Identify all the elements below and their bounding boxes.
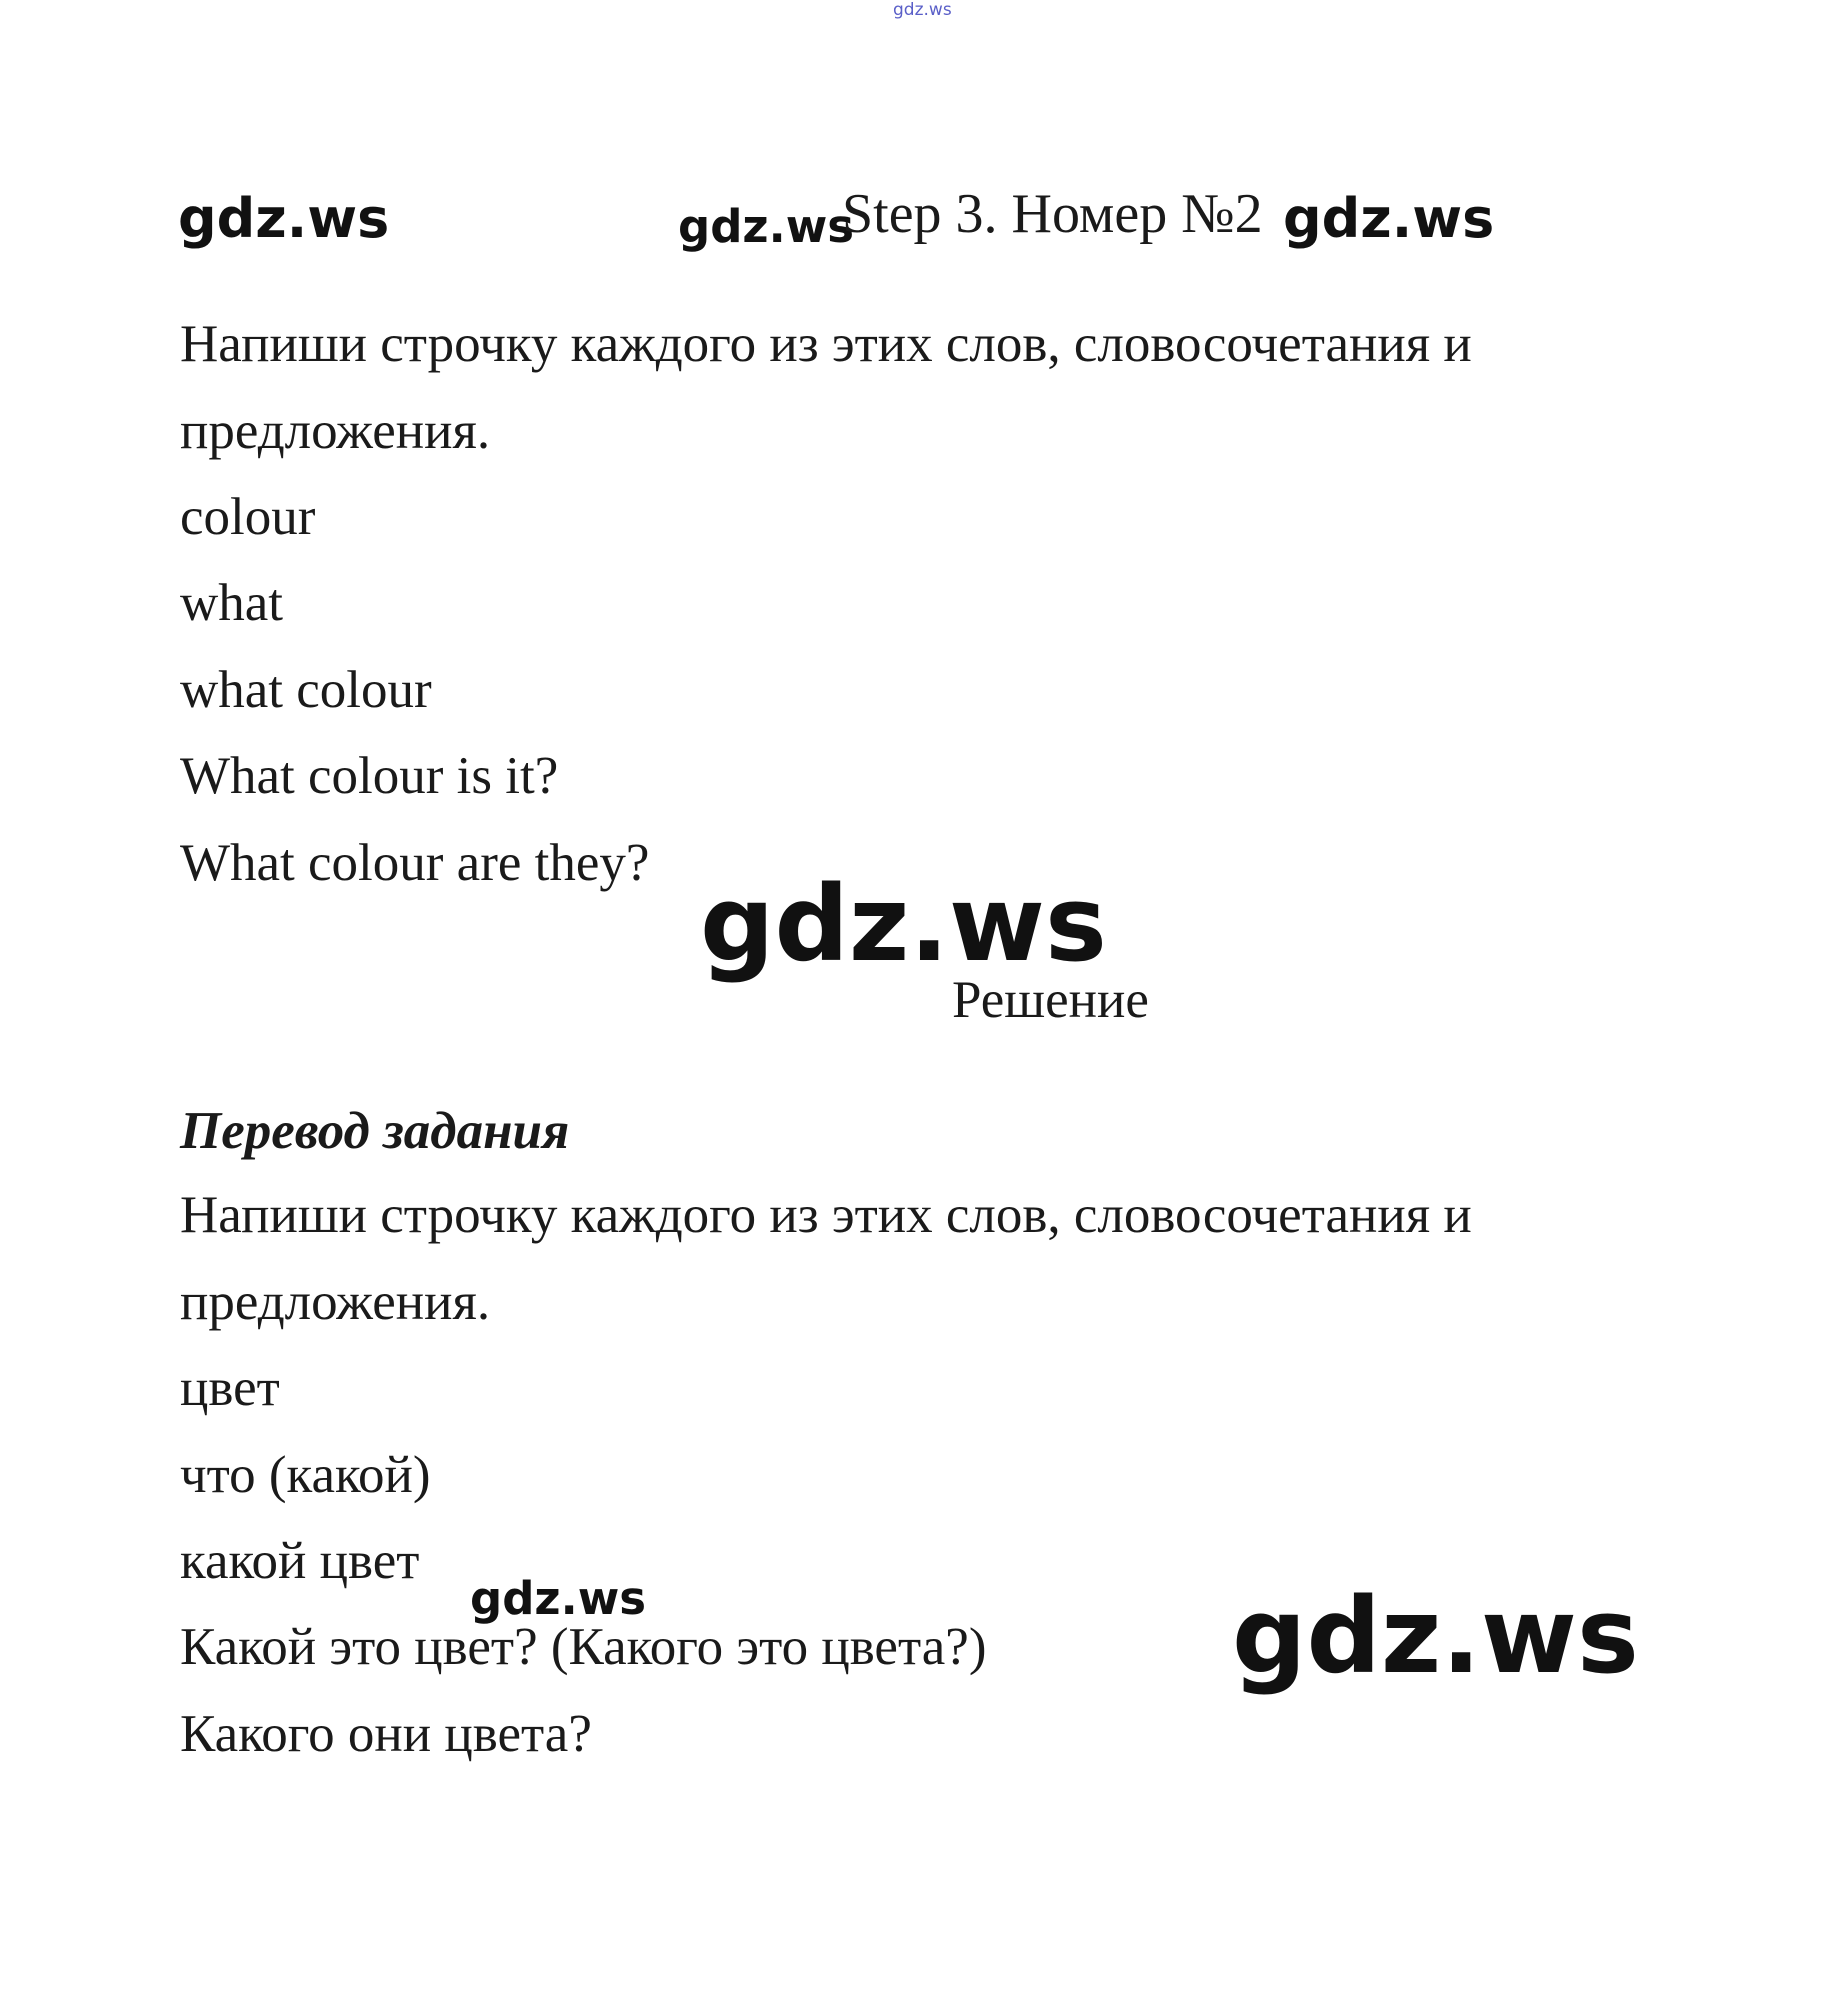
page-title: Step 3. Номер №2 [842, 183, 1263, 245]
task-item: colour [180, 488, 316, 546]
translation-heading: Перевод задания [180, 1102, 570, 1160]
task-instruction-line-2: предложения. [180, 402, 491, 460]
task-item: what colour [180, 661, 432, 719]
task-instruction-line-1: Напиши строчку каждого из этих слов, словосочетания и [180, 315, 1472, 373]
watermark-header-center: gdz.ws [678, 200, 855, 253]
watermark-bottom-small: gdz.ws [470, 1572, 647, 1625]
task-item: what [180, 574, 284, 632]
translation-item: Какого они цвета? [180, 1705, 592, 1763]
translation-item: какой цвет [180, 1532, 420, 1590]
translation-instruction-line-2: предложения. [180, 1273, 491, 1331]
task-item: What colour are they? [180, 834, 650, 892]
translation-instruction-line-1: Напиши строчку каждого из этих слов, словосочетания и [180, 1186, 1472, 1244]
translation-item: Какой это цвет? (Какого это цвета?) [180, 1618, 987, 1676]
watermark-bottom-large: gdz.ws [1232, 1575, 1639, 1697]
watermark-top: gdz.ws [893, 0, 952, 20]
watermark-header-left: gdz.ws [178, 187, 390, 250]
task-item: What colour is it? [180, 747, 559, 805]
solution-label: Решение [952, 971, 1149, 1029]
translation-item: цвет [180, 1359, 280, 1417]
watermark-header-right: gdz.ws [1283, 187, 1495, 250]
translation-item: что (какой) [180, 1446, 431, 1504]
watermark-middle-large: gdz.ws [700, 863, 1107, 985]
